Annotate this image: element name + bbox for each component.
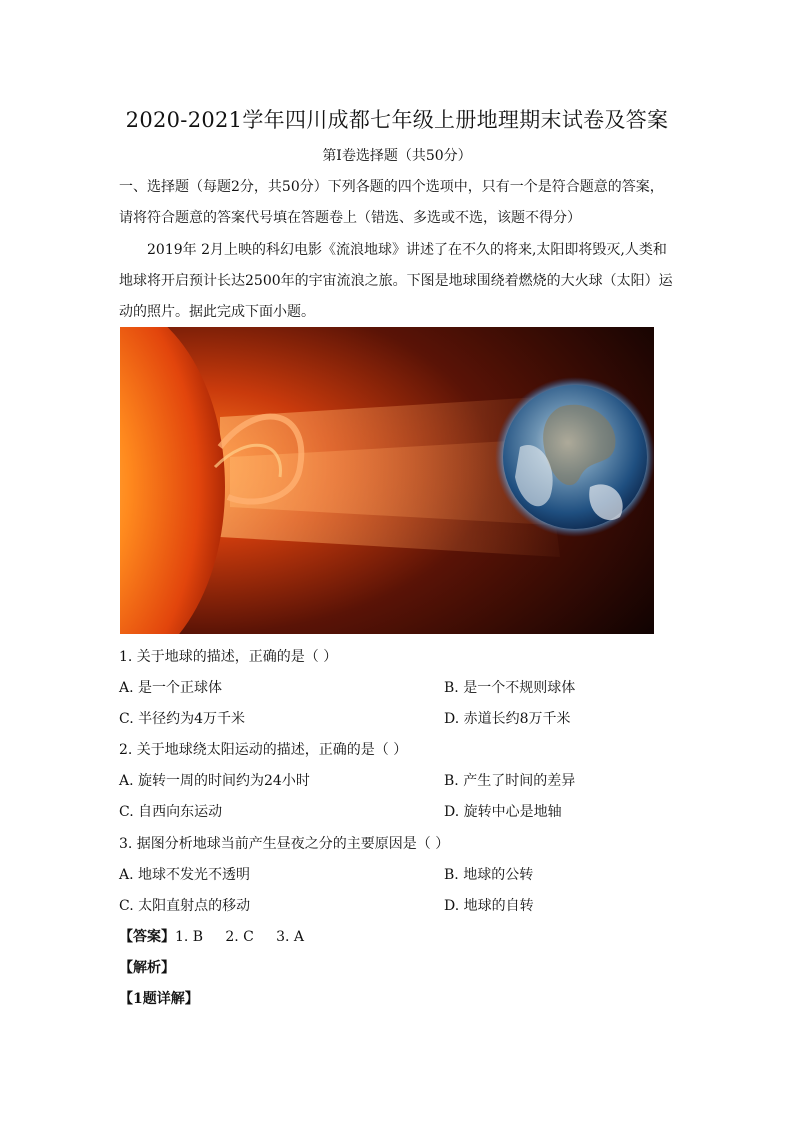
answer-line xyxy=(119,926,304,946)
page-title: 2020-2021学年四川成都七年级上册地理期末试卷及答案 xyxy=(125,108,669,132)
question-3-option-b: B. 地球的公转 xyxy=(444,867,534,883)
analysis-label: 【解析】 xyxy=(119,960,175,976)
question-3-stem: 3. 据图分析地球当前产生昼夜之分的主要原因是（ ） xyxy=(119,836,450,852)
sun-earth-illustration xyxy=(120,327,654,634)
instructions-line-1: 一、选择题（每题2分，共50分）下列各题的四个选项中，只有一个是符合题意的答案， xyxy=(119,179,664,195)
answer-values: 1. B 2. C 3. A xyxy=(175,929,305,945)
question-1-option-b: B. 是一个不规则球体 xyxy=(444,680,576,696)
intro-line-3: 动的照片。据此完成下面小题。 xyxy=(119,304,315,320)
sun-earth-photo xyxy=(120,327,654,634)
question-1-option-c: C. 半径约为4万千米 xyxy=(119,711,246,727)
question-3-option-a: A. 地球不发光不透明 xyxy=(119,867,251,883)
question-2-option-a: A. 旋转一周的时间约为24小时 xyxy=(119,773,310,789)
section-heading: 第Ⅰ卷选择题（共50分） xyxy=(322,148,472,164)
question-3-option-c: C. 太阳直射点的移动 xyxy=(119,898,251,914)
question-1-option-a: A. 是一个正球体 xyxy=(119,680,223,696)
intro-line-2: 地球将开启预计长达2500年的宇宙流浪之旅。下图是地球围绕着燃烧的大火球（太阳）运 xyxy=(119,273,673,289)
question-3-option-d: D. 地球的自转 xyxy=(444,898,534,914)
question-1-stem: 1. 关于地球的描述，正确的是（ ） xyxy=(119,649,338,665)
question-2-option-b: B. 产生了时间的差异 xyxy=(444,773,576,789)
intro-line-1: 2019年 2月上映的科幻电影《流浪地球》讲述了在不久的将来,太阳即将毁灭,人类和 xyxy=(147,242,667,258)
question-2-option-d: D. 旋转中心是地轴 xyxy=(444,804,562,820)
answer-label: 【答案】 xyxy=(119,929,175,945)
question-1-option-d: D. 赤道长约8万千米 xyxy=(444,711,571,727)
instructions-line-2: 请将符合题意的答案代号填在答题卷上（错选、多选或不选，该题不得分） xyxy=(119,210,581,226)
detail-label: 【1题详解】 xyxy=(119,991,199,1007)
question-2-stem: 2. 关于地球绕太阳运动的描述，正确的是（ ） xyxy=(119,742,408,758)
question-2-option-c: C. 自西向东运动 xyxy=(119,804,223,820)
